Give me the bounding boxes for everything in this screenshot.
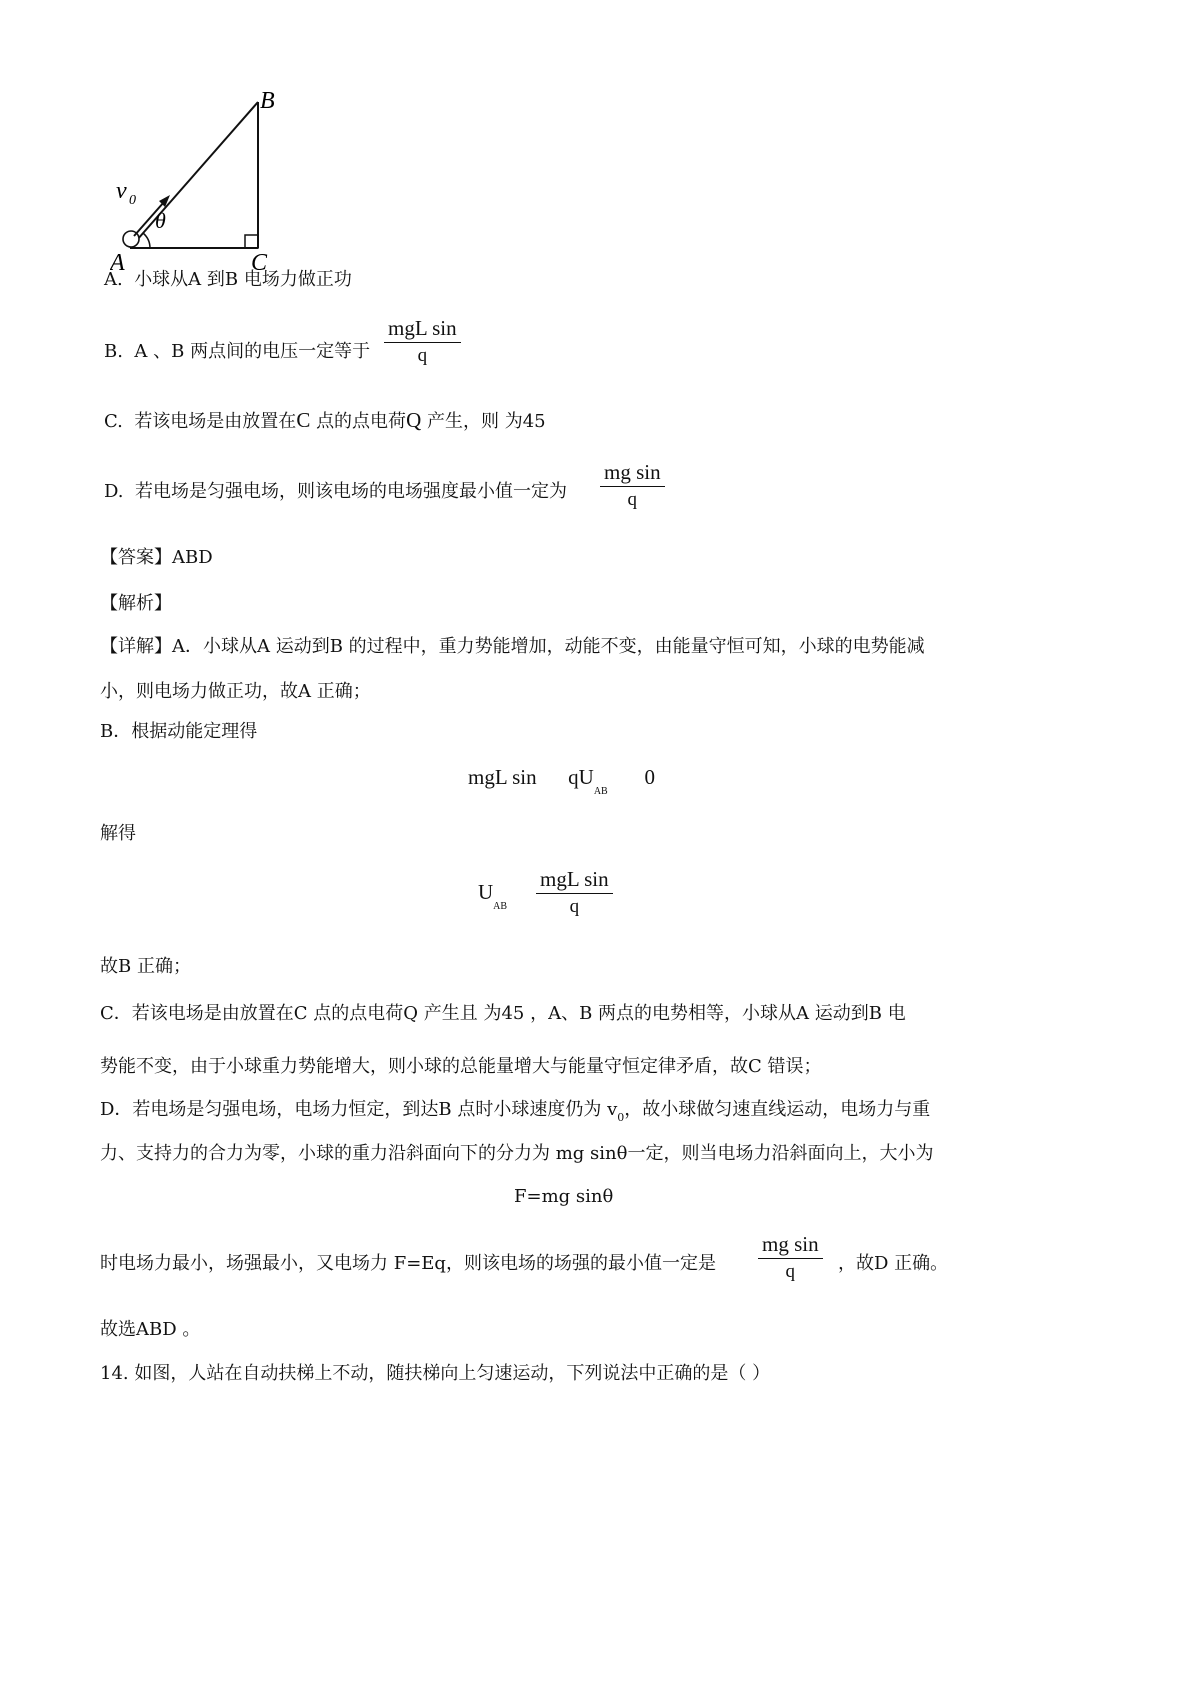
eq2-denominator: q xyxy=(569,896,580,917)
fraction-bar xyxy=(600,486,665,487)
option-d-text: 若电场是匀强电场，则该电场的电场强度最小值一定为 xyxy=(134,481,567,502)
detail-line-8 xyxy=(100,1098,930,1124)
right-angle-mark xyxy=(245,235,258,248)
detail-line-7: 势能不变，由于小球重力势能增大，则小球的总能量增大与能量守恒定律矛盾，故C 错误； xyxy=(100,1056,822,1077)
option-d-fraction xyxy=(600,459,665,511)
detail-line-1: 【详解】A．小球从A 运动到B 的过程中，重力势能增加，动能不变，由能量守恒可知，小球的电势能减 xyxy=(100,636,925,657)
option-d-numerator: mg sin xyxy=(604,460,661,484)
eq1-term-c: 0 xyxy=(644,765,655,789)
option-d-prefix: D. xyxy=(104,481,124,502)
detail-line-8a: D．若电场是匀强电场，电场力恒定，到达B 点时小球速度仍为 v xyxy=(100,1099,618,1120)
theta-arc xyxy=(143,233,150,248)
equation-1 xyxy=(468,765,655,797)
hypotenuse-line xyxy=(130,102,258,248)
detail-line-6: C．若该电场是由放置在C 点的点电荷Q 产生且 为45 ，A、B 两点的电势相等，小球从A 运动到B 电 xyxy=(100,1003,906,1024)
option-b-fraction xyxy=(384,315,461,367)
label-B: B xyxy=(260,88,275,114)
option-a-text: 小球从A 到B 电场力做正功 xyxy=(134,269,352,290)
eq2-lhs: U xyxy=(478,880,494,904)
analysis-label: 【解析】 xyxy=(100,593,172,614)
option-a-prefix: A. xyxy=(104,269,123,290)
option-c-q-label: Q xyxy=(406,408,422,432)
option-b-denominator: q xyxy=(417,345,428,366)
detail-line-2: 小，则电场力做正功，故A 正确； xyxy=(100,681,371,702)
label-v0-sub: 0 xyxy=(129,193,136,208)
eq2-lhs-sub: AB xyxy=(493,901,508,912)
option-c-text1: 若该电场是由放置在 xyxy=(134,411,297,432)
question-14: 14. 如图，人站在自动扶梯上不动，随扶梯向上匀速运动，下列说法中正确的是（ ） xyxy=(100,1363,771,1384)
detail-line-9: 力、支持力的合力为零，小球的重力沿斜面向下的分力为 mg sinθ一定，则当电场力沿斜面向上，大小为 xyxy=(100,1143,934,1164)
fraction-bar xyxy=(758,1258,823,1259)
equation-2-lhs xyxy=(478,880,508,912)
line10-denominator: q xyxy=(785,1261,796,1282)
option-b-prefix: B. xyxy=(104,341,123,362)
detail-line-8-sub: 0 xyxy=(617,1111,625,1124)
eq1-term-a: mgL sin xyxy=(468,765,537,789)
option-c xyxy=(104,408,546,434)
triangle-figure xyxy=(110,88,310,273)
option-c-prefix: C. xyxy=(104,411,123,432)
fraction-bar xyxy=(384,342,461,343)
detail-line-10a: 时电场力最小，场强最小，又电场力 F=Eq，则该电场的场强的最小值一定是 xyxy=(100,1253,716,1274)
answer-label: 【答案】 xyxy=(100,547,172,568)
option-c-text2: 点的点电荷 xyxy=(316,411,407,432)
detail-line-3: B．根据动能定理得 xyxy=(100,721,258,742)
option-b-text: A 、B 两点间的电压一定等于 xyxy=(134,341,371,362)
detail-line-10-fraction xyxy=(758,1231,823,1283)
option-b-numerator: mgL sin xyxy=(388,316,457,340)
label-A: A xyxy=(110,250,125,273)
answer-value: ABD xyxy=(172,547,213,568)
option-d-denominator: q xyxy=(627,489,638,510)
eq1-term-b-sub: AB xyxy=(593,786,608,797)
eq2-numerator: mgL sin xyxy=(540,867,609,891)
fraction-bar xyxy=(536,893,613,894)
option-b xyxy=(104,340,370,364)
detail-line-8b: ，故小球做匀速直线运动，电场力与重 xyxy=(624,1099,931,1120)
eq1-term-b: qU xyxy=(568,765,594,789)
detail-line-10b: ，故D 正确。 xyxy=(838,1253,949,1274)
detail-line-5: 故B 正确； xyxy=(100,956,191,977)
label-theta: θ xyxy=(155,208,166,233)
label-v0: v xyxy=(116,178,127,204)
detail-line-4: 解得 xyxy=(100,823,136,844)
option-c-text3: 产生，则 为45 xyxy=(426,411,546,432)
option-a xyxy=(104,268,352,292)
answer-line xyxy=(100,546,213,570)
equation-2-fraction xyxy=(536,866,613,918)
option-d xyxy=(104,480,567,504)
label-C: C xyxy=(251,250,268,273)
line10-numerator: mg sin xyxy=(762,1232,819,1256)
option-c-c-label: C xyxy=(296,408,311,432)
detail-line-11: 故选ABD 。 xyxy=(100,1319,201,1340)
equation-3: F=mg sinθ xyxy=(514,1186,614,1207)
